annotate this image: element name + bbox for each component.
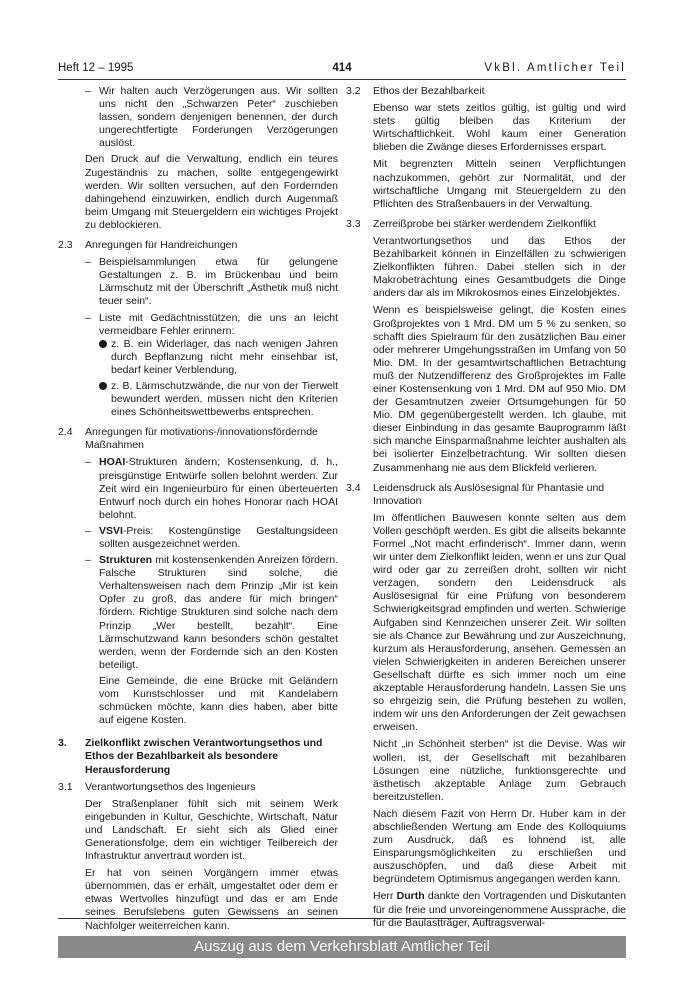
footer-rule bbox=[58, 918, 626, 919]
section-heading-3-2: 3.2 Ethos der Bezahlbarkeit bbox=[346, 85, 485, 97]
paragraph: Mit begrenzten Mitteln seinen Verpflichtungen nachzukommen, gehört zur Normalität, und der wirtschaftliche Umgang mit Steuergeldern zu den Pflichten des Straßenbauers in der Verwaltung. bbox=[373, 158, 626, 210]
paragraph: Der Straßenplaner fühlt sich mit seinem Werk eingebunden in Kultur, Geschichte, Wirtschaft, Natur und Landschaft. Er sieht sich als Glied einer Generationsfolge, dem ein wichtiger Teilbereich der Infrastruktur anvertraut worden ist. bbox=[85, 797, 338, 863]
paragraph: Nach diesem Fazit von Herrn Dr. Huber kam in der abschließenden Wertung am Ende des Kolloquiums zum Ausdruck, daß es lohnend ist, alle Einsparungsmöglichkeiten zu erschließen und auszuschöpfen, und daß diese Arbeit mit begründetem Optimismus angegangen werden kann. bbox=[373, 807, 626, 886]
bullet-icon bbox=[99, 340, 107, 348]
section-heading-3-1: 3.1 Verantwortungsethos des Ingenieurs bbox=[58, 780, 256, 793]
paragraph: Nicht „in Schönheit sterben“ ist die Devise. Was wir wollen, ist, der Gesellschaft mit bezahlbaren Lösungen eine nützliche, funktionsgerechte und ästhetisch akzeptable Anlage zum Gebrauch bereitzustellen. bbox=[373, 738, 626, 803]
list-item: – Wir halten auch Verzögerungen aus. Wir sollten uns nicht den „Schwarzen Peter“ zuschieben lassen, sondern denjenigen benennen, der durch ungerechtfertigte Forderungen Verzögerungen auslöst. bbox=[85, 85, 338, 150]
bullet-icon bbox=[99, 382, 107, 390]
paragraph: Den Druck auf die Verwaltung, endlich ein teures Zugeständnis zu machen, sollte entgegengewirkt werden. Wir sollten versuchen, auf den Fordernden dahingehend einzuwirken, endlich durch Augenmaß beim Umgang mit Steuergeldern ein wichtiges Projekt zu deblockieren. bbox=[85, 153, 338, 231]
section-heading-3-3: 3.3 Zerreißprobe bei stärker werdendem Zielkonflikt bbox=[346, 217, 596, 230]
paragraph: Eine Gemeinde, die eine Brücke mit Geländern vom Kunstschlosser und mit Kandelabern schmücken möchte, kann dies haben, aber bitte auf eigene Kosten. bbox=[99, 674, 338, 727]
paragraph: Im öffentlichen Bauwesen konnte selten aus dem Vollen geschöpft werden. Es gibt die allseits bekannte Formel „Not macht erfinderisch“. Immer dann, wenn wir unter dem Zielkonflikt leiden, wenn er uns zur Qual wird oder gar zu zerreißen droht, sollten wir nicht verzagen, sondern den Leidensdruck als Auslösesignal für eine Prüfung von besonderem Schwierigkeitsgrad empfinden und werten. Schwierige Aufgaben sind Kennzeichen unserer Zeit. Wir sollten sie als Chance zur Bewährung und zur Auszeichnung, kurzum als Herausforderung, ansehen. Gemessen an vielen Schwierigkeiten in anderen Bereichen unserer Gesellschaft dürfte es sich immer noch um eine akzeptable Herausforderung handeln. Lassen Sie uns so ehrgeizig sein, die Prüfung bestehen zu wollen, indem wir uns den Anforderungen der Zeit gewachsen erweisen. bbox=[373, 511, 626, 734]
list-item: – Beispielsammlungen etwa für gelungene Gestaltungen z. B. im Brückenbau und beim Lärmschutz mit der Überschrift „Ästhetik muß nicht teuer sein“. bbox=[85, 256, 338, 308]
paragraph: Verantwortungsethos und das Ethos der Bezahlbarkeit können in Einzelfällen zu schwierigen Zielkonflikten führen. Dabei stellen sich in der Makrobetrachtung eines Gesamtbudgets die Dinge anders dar als im Mikrokosmos eines Einzelobjektes. bbox=[373, 234, 626, 300]
issue-label: Heft 12 – 1995 bbox=[58, 62, 134, 74]
paragraph: Er hat von seinen Vorgängern immer etwas übernommen, das er erhält, umgestaltet oder dem er etwas Wertvolles hinzufügt und das er am Ende seines Berufslebens guten Gewissens an seinen Nachfolger weiterreichen kann. bbox=[85, 867, 338, 932]
left-column bbox=[58, 85, 338, 937]
footer-banner: Auszug aus dem Verkehrsblatt Amtlicher Teil bbox=[58, 936, 626, 958]
right-column bbox=[346, 85, 626, 934]
paragraph: Wenn es beispielsweise gelingt, die Kosten eines Großprojektes von 1 Mrd. DM um 5 % zu senken, so schafft dies Spielraum für den zusätzlichen Bau einer oder mehrerer Umgehungsstraßen im Umfang von 50 Mio. DM. In der gesamtwirtschaftlichen Betrachtung muß der Nutzendifferenz des Großprojektes im Falle einer Kostensenkung von 1 Mrd. DM auf 950 Mio. DM der Gesamtnutzen zweier Ortsumgehungen für 50 Mio. DM gegenübergestellt werden. Ich glaube, mit dieser Einbindung in das gesamte Bauprogramm läßt sich manche Einsparmaßnahme leichter aushalten als bei isolierter Einzelbetrachtung. Wir sollten diesen Zusammenhang nie aus dem Blickfeld verlieren. bbox=[373, 304, 626, 474]
paragraph: Ebenso war stets zeitlos gültig, ist gültig und wird stets gültig bleiben das Kriterium der Wirtschaftlichkeit. Wohl kaum einer Generation blieben die Zwänge dieses Erfordernisses erspart. bbox=[373, 102, 626, 154]
page-header bbox=[58, 62, 626, 76]
list-item: – Strukturen mit kostensenkenden Anreizen fördern. Falsche Strukturen sind solche, die Verhaltensweisen nach dem Prinzip „Mir ist kein Opfer zu groß, das andere für mich bringen“ fördern. Richtige Strukturen sind solche nach dem Prinzip „Wer bestellt, bezahlt“. Eine Lärmschutzwand kann besonders schön gestaltet werden, wenn der Fordernde sich an den Kosten beteiligt. Eine Gemeinde, die eine Brücke mit Geländern vom Kunstschlosser und mit Kandelabern schmücken möchte, kann dies haben, aber bitte auf eigene Kosten. bbox=[85, 554, 338, 727]
paragraph: Herr Durth dankte den Vortragenden und Diskutanten für die freie und unvoreingenommene Aussprache, die für die Baulastträger, Auftragsverwal- bbox=[373, 890, 626, 929]
list-item: – VSVI-Preis: Kostengünstige Gestaltungsideen sollten ausgezeichnet werden. bbox=[85, 524, 338, 550]
section-heading-3-4: 3.4 Leidensdruck als Auslösesignal für Phantasie und Innovation bbox=[346, 481, 605, 507]
section-heading-3: 3. Zielkonflikt zwischen Verantwortungsethos und Ethos der Bezahlbarkeit als besondere Herausforderung bbox=[58, 737, 323, 776]
header-rule bbox=[58, 79, 626, 80]
section-heading-2-4: 2.4 Anregungen für motivations-/innovationsfördernde Maßnahmen bbox=[58, 426, 318, 452]
bullet-item: z. B. Lärmschutzwände, die nur von der Tierwelt bewundert werden, müssen nicht den Kriterien eines Schönheitswettbewerbs entsprechen. bbox=[99, 380, 338, 419]
page-number: 414 bbox=[332, 62, 352, 74]
list-item: – HOAI-Strukturen ändern; Kostensenkung, d. h., preisgünstige Entwürfe sollen belohnt werden. Zur Zeit wird ein Ingenieurbüro für einen überteuerten Entwurf noch durch ein hohes Honorar nach HOAI belohnt. bbox=[85, 456, 338, 521]
bullet-item: z. B. ein Widerlager, das nach wenigen Jahren durch Bepflanzung nicht mehr einsehbar ist, bedarf keiner Verblendung, bbox=[99, 338, 338, 377]
section-heading-2-3: 2.3 Anregungen für Handreichungen bbox=[58, 239, 238, 252]
list-item: – Liste mit Gedächtnisstützen, die uns an leicht vermeidbare Fehler erinnern: z. B. ein Widerlager, das nach wenigen Jahren durch Bepflanzung nicht mehr einsehbar ist, bedarf keiner Verblendung, z. B. Lärmschutzwände, die nur von der Tierwelt bewundert werden, müssen nicht den Kriterien eines Schönheitswettbewerbs entsprechen. bbox=[85, 311, 338, 419]
publication-name: VkBl. Amtlicher Teil bbox=[484, 62, 626, 74]
